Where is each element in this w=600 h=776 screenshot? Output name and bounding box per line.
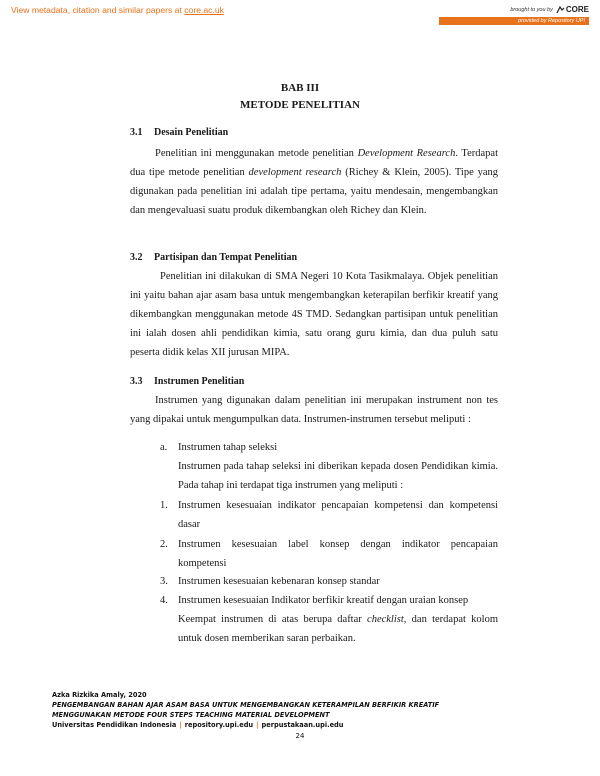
list-number: 1.	[160, 500, 168, 511]
text-run: dan terdapat kolom untuk dosen memberikan saran perbaikan.	[178, 614, 498, 644]
list-marker: a.	[160, 442, 168, 453]
list-number: 4.	[160, 595, 168, 606]
chapter-title: BAB III	[280, 82, 320, 94]
text-run: Penelitian ini dilakukan di SMA Negeri 10 Kota Tasikmalaya. Objek penelitian ini yaitu bahan ajar asam basa untuk mengembangkan keterapilan berfikir kreatif yang dikembangkan menggunakan metode 4S TMD. Sedangkan partisipan untuk penelitian ini ialah dosen ahli pendidikan kimia, satu orang guru kimia, dan dua puluh satu peserta didik kelas XII jurusan MIPA.	[130, 271, 498, 358]
footer-title-line2: MENGGUNAKAN METODE FOUR STEPS TEACHING MATERIAL DEVELOPMENT	[52, 711, 330, 719]
core-brand-text: CORE	[565, 5, 589, 14]
core-link-prefix[interactable]: View metadata, citation and similar papers at	[11, 5, 185, 15]
core-metadata-link[interactable]	[11, 5, 224, 15]
list-item-title: Instrumen tahap seleksi	[178, 442, 278, 453]
list-item-text: Instrumen kesesuaian label konsep dengan indikator pencapaian kompetensi	[178, 539, 498, 569]
paragraph-partisipan	[130, 267, 498, 362]
list-item-text: Instrumen kesesuaian Indikator berfikir kreatif dengan uraian konsep	[178, 595, 469, 606]
section-title: Desain Penelitian	[154, 127, 229, 138]
text-run: (Richey & Klein, 2005). Tipe yang digunakan pada penelitian ini adalah tipe pertama, yaitu mendesain, mengembangkan dan mengevaluasi suatu produk dikembangkan oleh Richey dan Klein.	[130, 167, 498, 216]
section-title: Partisipan dan Tempat Penelitian	[154, 252, 298, 263]
text-run: Penelitian ini menggunakan metode penelitian	[155, 148, 358, 159]
list-number: 3.	[160, 576, 168, 587]
footer-university: Universitas Pendidikan Indonesia	[52, 721, 177, 729]
paragraph-instrumen	[130, 391, 498, 429]
core-link-site[interactable]: core.ac.uk	[184, 5, 224, 15]
core-logo-icon	[556, 6, 565, 14]
text-run: Instrumen yang digunakan dalam penelitian ini merupakan instrument non tes yang dipakai untuk mengumpulkan data. Instrumen-instrumen tersebut meliputi :	[130, 395, 498, 425]
list-item-text: Instrumen kesesuaian indikator pencapaian kompetensi dan kompetensi dasar	[178, 500, 498, 530]
section-heading-3-2	[130, 252, 297, 263]
paragraph-desain	[130, 144, 498, 220]
list-item-text: Instrumen kesesuaian kebenaran konsep standar	[178, 576, 380, 587]
provided-by-text: provided by Repository UPI	[518, 18, 585, 24]
footer-links	[52, 720, 439, 730]
section-number: 3.1	[130, 127, 143, 138]
page-footer	[52, 690, 439, 730]
list-number: 2.	[160, 539, 168, 550]
page-number: 24	[295, 732, 305, 740]
footer-library-link[interactable]: perpustakaan.upi.edu	[261, 721, 344, 729]
list-item	[160, 496, 498, 534]
core-logo[interactable]	[556, 5, 589, 14]
core-banner	[0, 0, 600, 30]
section-heading-3-3	[130, 376, 244, 387]
text-run-italic: checklist,	[367, 614, 407, 625]
brought-by-label: brought to you by	[510, 6, 553, 13]
text-run-italic: Development Research	[357, 148, 456, 159]
list-item-desc: Instrumen pada tahap seleksi ini diberikan kepada dosen Pendidikan kimia. Pada tahap ini terdapat tiga instrumen yang meliputi :	[178, 461, 498, 491]
text-run: . Terdapat dua tipe metode penelitian	[130, 148, 498, 178]
footer-separator: |	[256, 721, 259, 729]
list-item	[160, 591, 498, 610]
footer-repo-link[interactable]: repository.upi.edu	[184, 721, 254, 729]
text-run-italic: development research	[248, 167, 342, 178]
section-title: Instrumen Penelitian	[154, 376, 245, 387]
list-item	[160, 535, 498, 573]
chapter-subtitle: METODE PENELITIAN	[240, 99, 360, 111]
list-item-a	[160, 438, 498, 495]
section-number: 3.2	[130, 252, 143, 263]
list-item	[160, 572, 498, 591]
footer-separator: |	[179, 721, 182, 729]
text-run: Keempat instrumen di atas berupa daftar	[178, 614, 368, 625]
closing-paragraph	[178, 610, 498, 648]
provided-by-strip	[439, 17, 589, 25]
footer-author: Azka Rizkika Amaly, 2020	[52, 691, 147, 699]
core-brand[interactable]	[510, 5, 589, 14]
section-heading-3-1	[130, 127, 228, 138]
section-number: 3.3	[130, 376, 143, 387]
footer-title-line1: PENGEMBANGAN BAHAN AJAR ASAM BASA UNTUK MENGEMBANGKAN KETERAMPILAN BERFIKIR KREATIF	[52, 701, 440, 709]
